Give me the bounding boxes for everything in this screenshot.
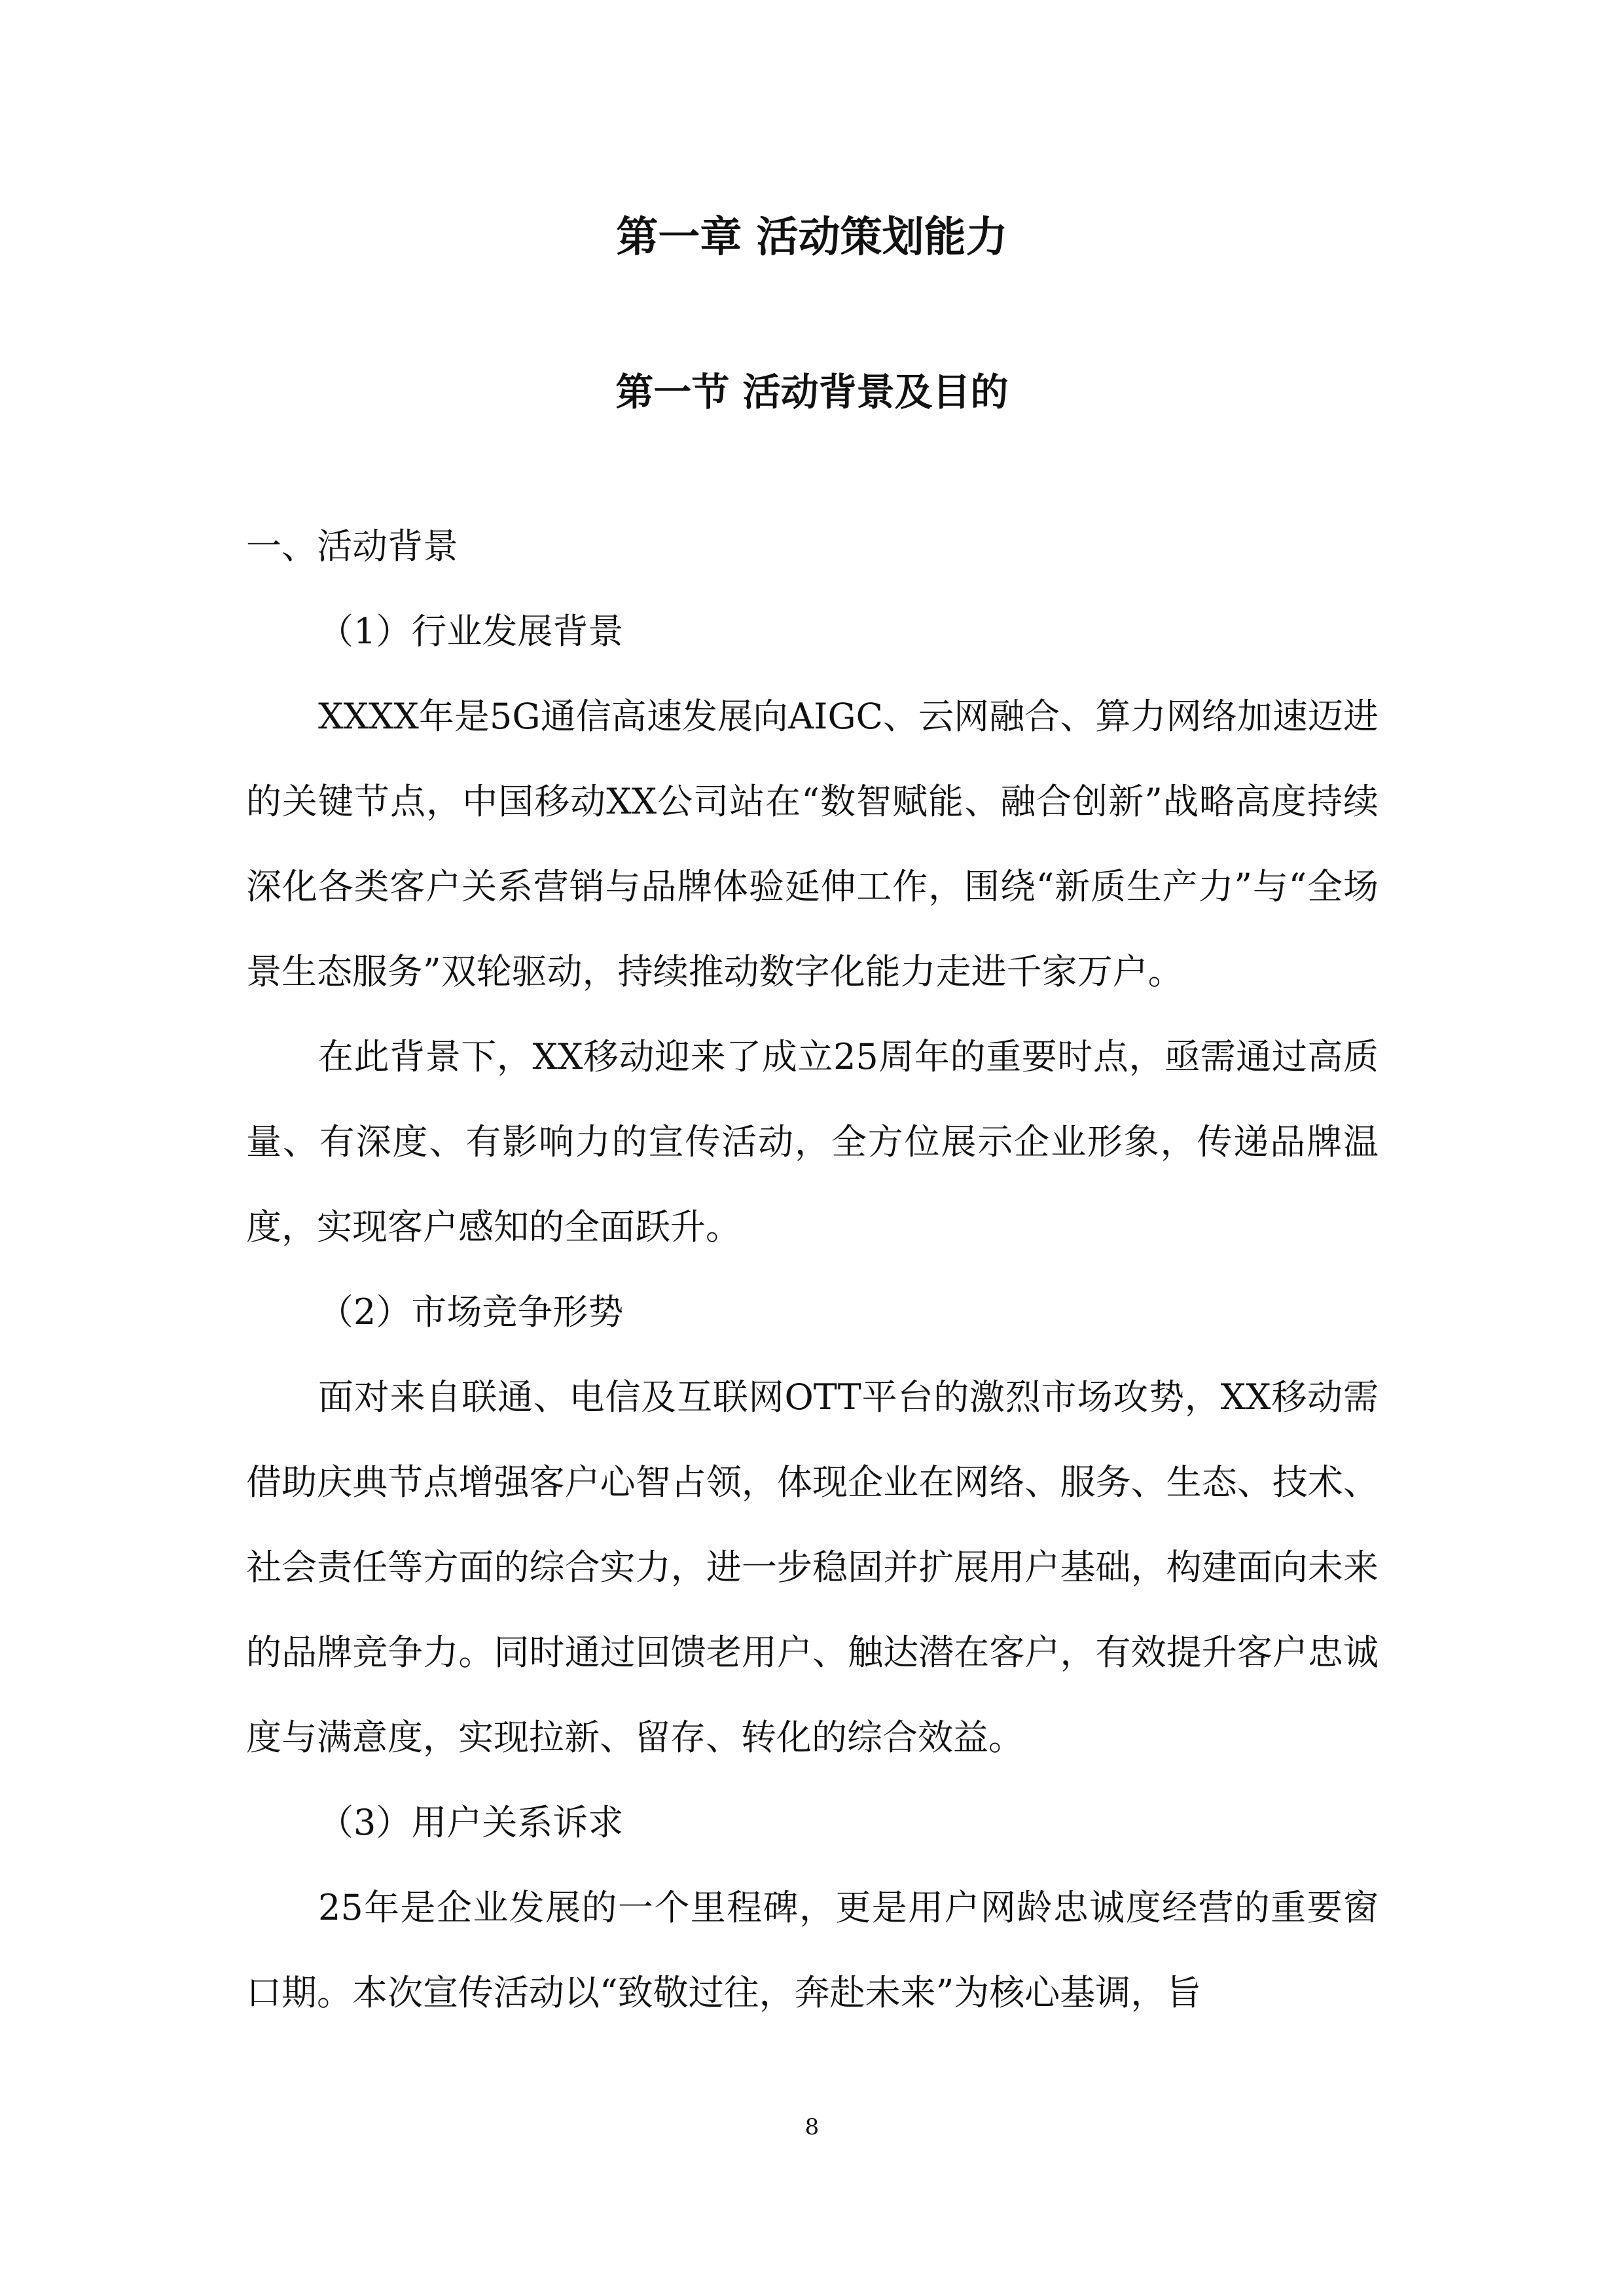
subheading-user-relationship: （3）用户关系诉求 — [318, 1802, 624, 1843]
paragraph: 面对来自联通、电信及互联网OTT平台的激烈市场攻势，XX移动需借助庆典节点增强客户心智占领，体现企业在网络、服务、生态、技术、社会责任等方面的综合实力，进一步稳固并扩展用户基础，构建面向未来的品牌竞争力。同时通过回馈老用户、触达潜在客户，有效提升客户忠诚度与满意度，实现拉新、留存、转化的综合效益。 — [246, 1376, 1379, 1758]
heading-activity-background: 一、活动背景 — [246, 526, 458, 567]
paragraph: 在此背景下，XX移动迎来了成立25周年的重要时点，亟需通过高质量、有深度、有影响力的宣传活动，全方位展示企业形象，传递品牌温度，实现客户感知的全面跃升。 — [246, 1036, 1379, 1247]
section-title: 第一节 活动背景及目的 — [615, 370, 1009, 414]
page-number: 8 — [804, 2114, 820, 2140]
paragraph: XXXX年是5G通信高速发展向AIGC、云网融合、算力网络加速迈进的关键节点，中国移动XX公司站在“数智赋能、融合创新”战略高度持续深化各类客户关系营销与品牌体验延伸工作，围绕“新质生产力”与“全场景生态服务”双轮驱动，持续推动数字化能力走进千家万户。 — [246, 696, 1379, 992]
subheading-market-competition: （2）市场竞争形势 — [318, 1291, 624, 1333]
chapter-title: 第一章 活动策划能力 — [616, 213, 1008, 262]
subheading-industry-background: （1）行业发展背景 — [318, 611, 624, 652]
paragraph: 25年是企业发展的一个里程碑，更是用户网龄忠诚度经营的重要窗口期。本次宣传活动以“致敬过往，奔赴未来”为核心基调，旨 — [246, 1887, 1379, 2013]
body-text — [246, 504, 1379, 2036]
